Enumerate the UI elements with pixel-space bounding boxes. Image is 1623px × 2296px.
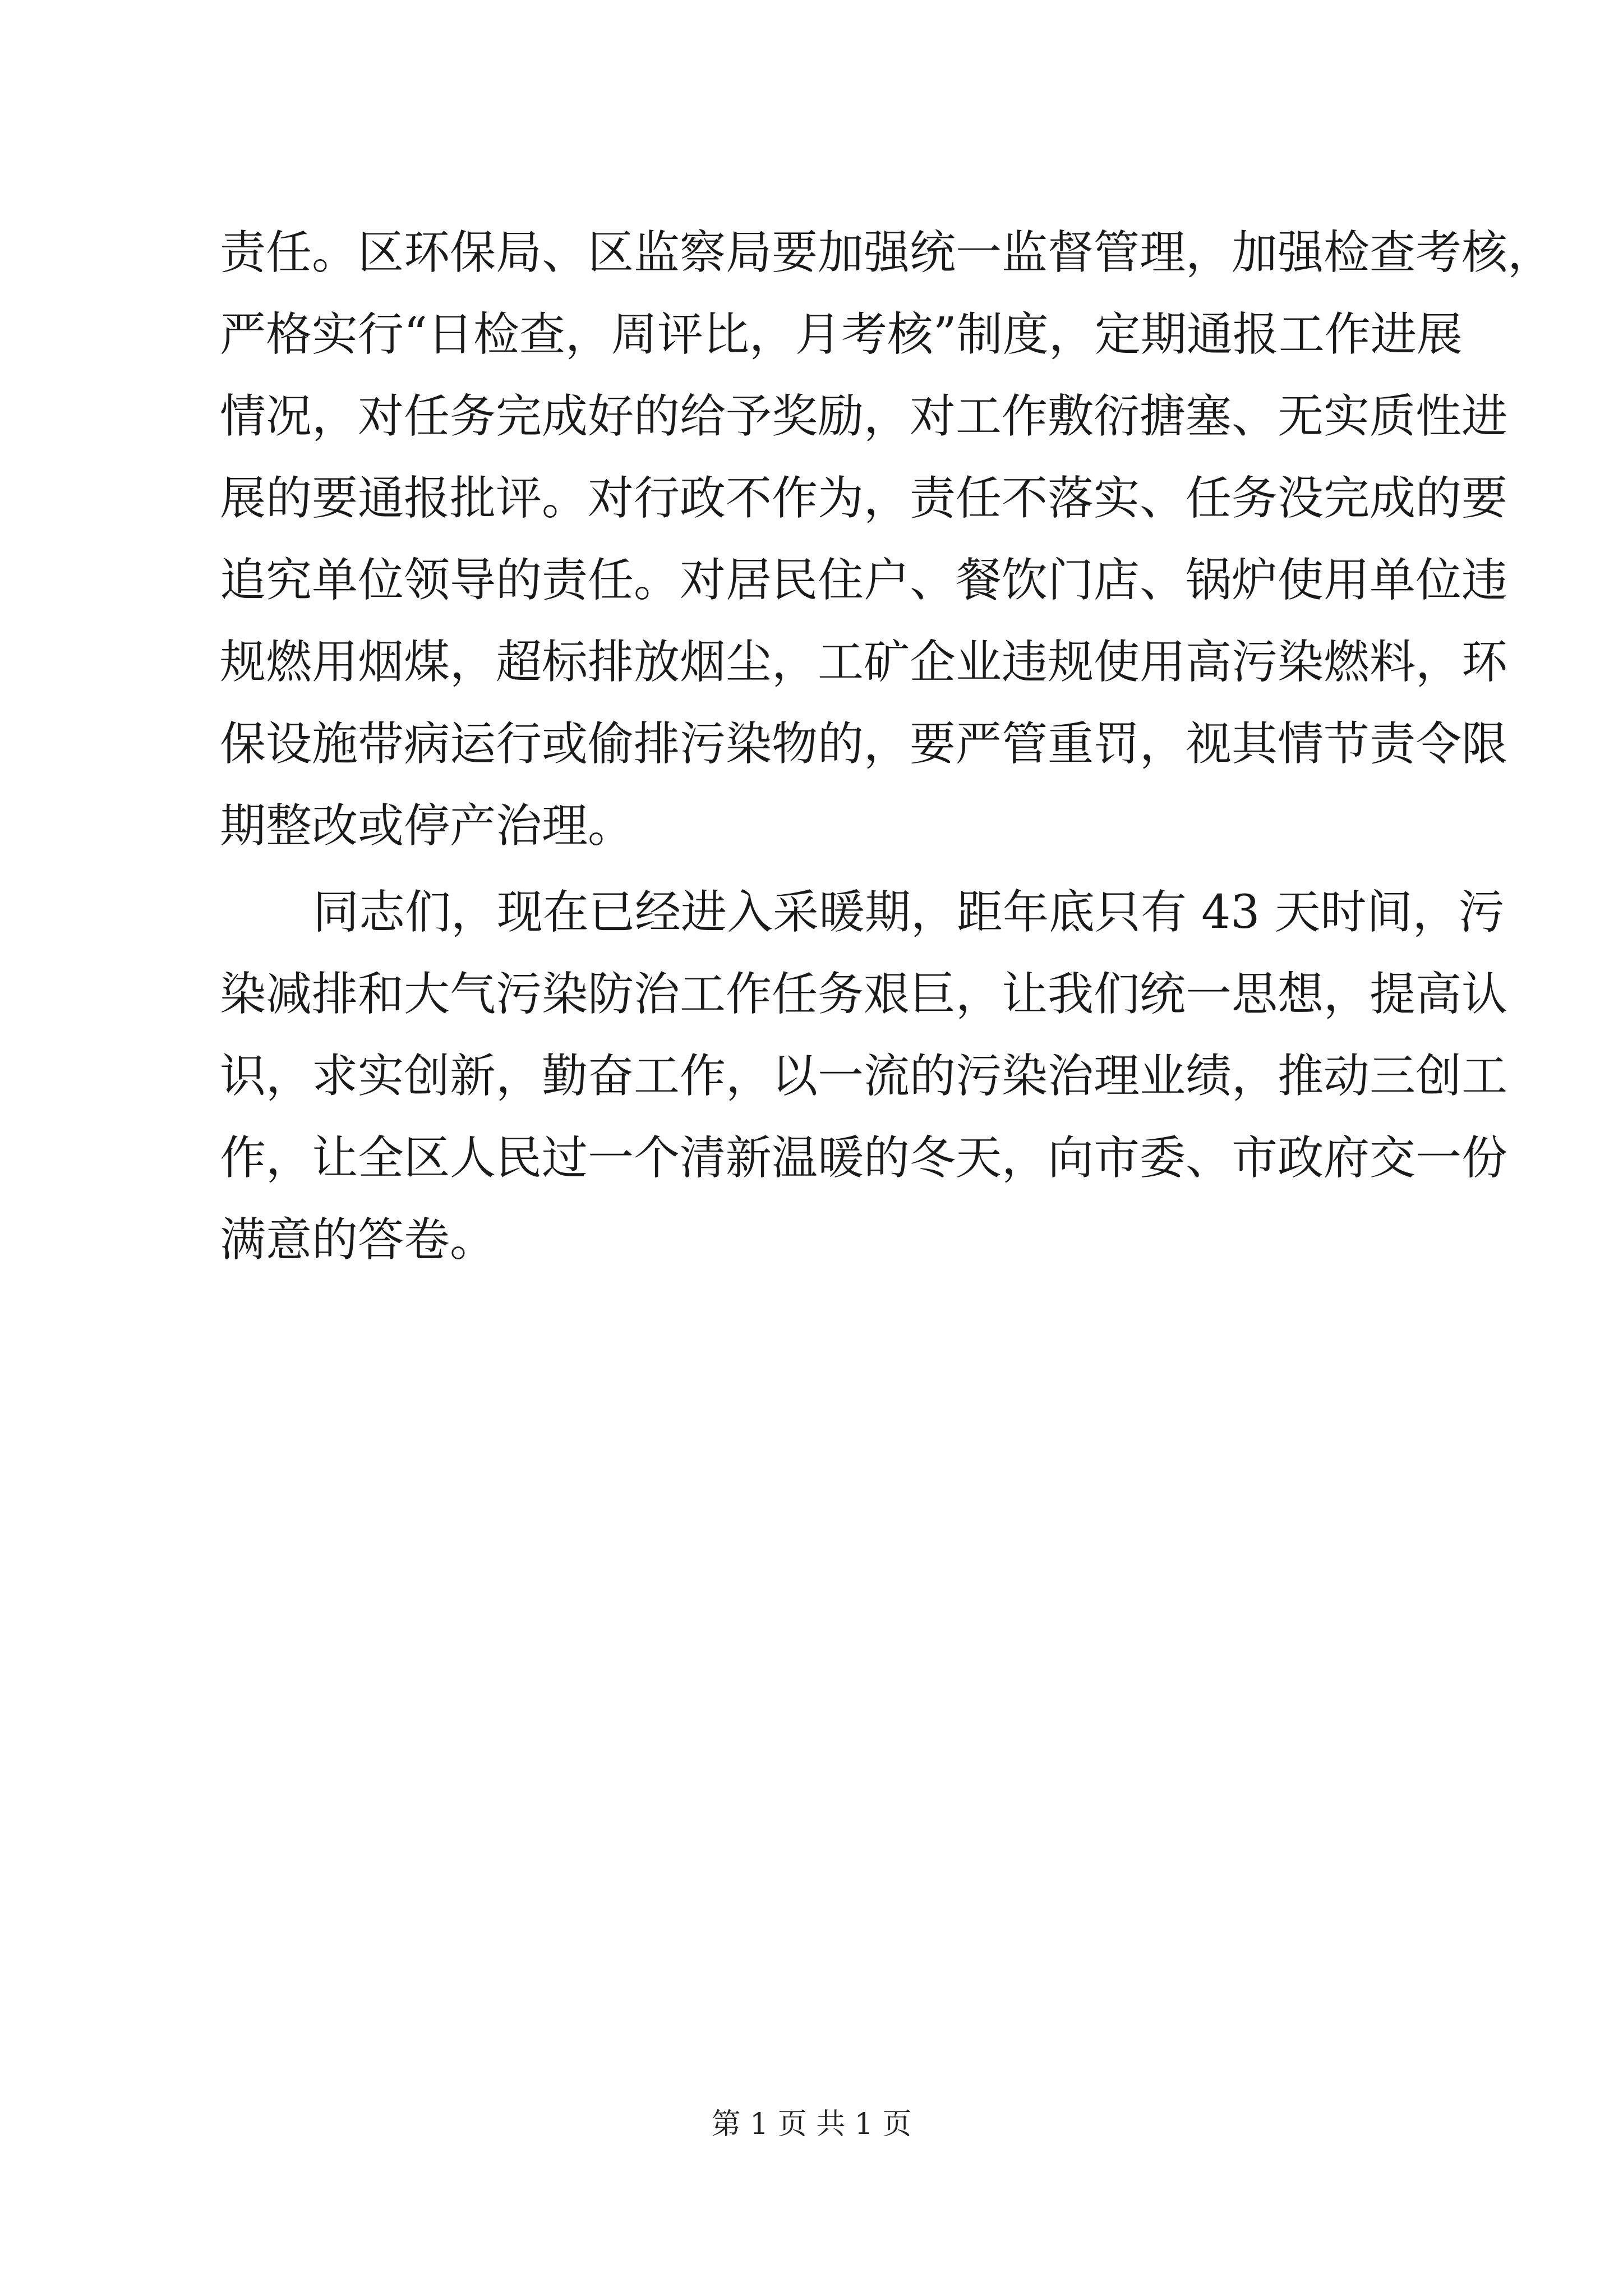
text-line: 情况，对任务完成好的给予奖励，对工作敷衍搪塞、无实质性进 [220,390,1508,443]
text-line: 责任。区环保局、区监察局要加强统一监督管理，加强检查考核， [220,226,1554,279]
paragraph-gap [220,867,1426,872]
text-line: 追究单位领导的责任。对居民住户、餐饮门店、锅炉使用单位违 [220,554,1508,607]
page-number-footer: 第 1 页 共 1 页 [711,2108,912,2141]
paragraph-2 [220,872,1508,1281]
text-line: 保设施带病运行或偷排污染物的，要严管重罚，视其情节责令限 [220,717,1508,771]
text-line: 规燃用烟煤，超标排放烟尘，工矿企业违规使用高污染燃料，环 [220,636,1508,689]
text-line: 同志们，现在已经进入采暖期，距年底只有 43 天时间，污 [313,886,1505,939]
text-line: 作，让全区人民过一个清新温暖的冬天，向市委、市政府交一份 [220,1131,1508,1185]
text-line: 满意的答卷。 [220,1213,496,1267]
document-body [220,212,1554,1281]
text-line: 染减排和大气污染防治工作任务艰巨，让我们统一思想，提高认 [220,968,1508,1021]
text-line: 展的要通报批评。对行政不作为，责任不落实、任务没完成的要 [220,472,1508,525]
text-line: 识，求实创新，勤奋工作，以一流的污染治理业绩，推动三创工 [220,1050,1508,1103]
text-line: 严格实行“日检查，周评比，月考核”制度，定期通报工作进展 [220,308,1463,361]
text-line: 期整改或停产治理。 [220,799,634,853]
paragraph-1 [220,212,1554,867]
